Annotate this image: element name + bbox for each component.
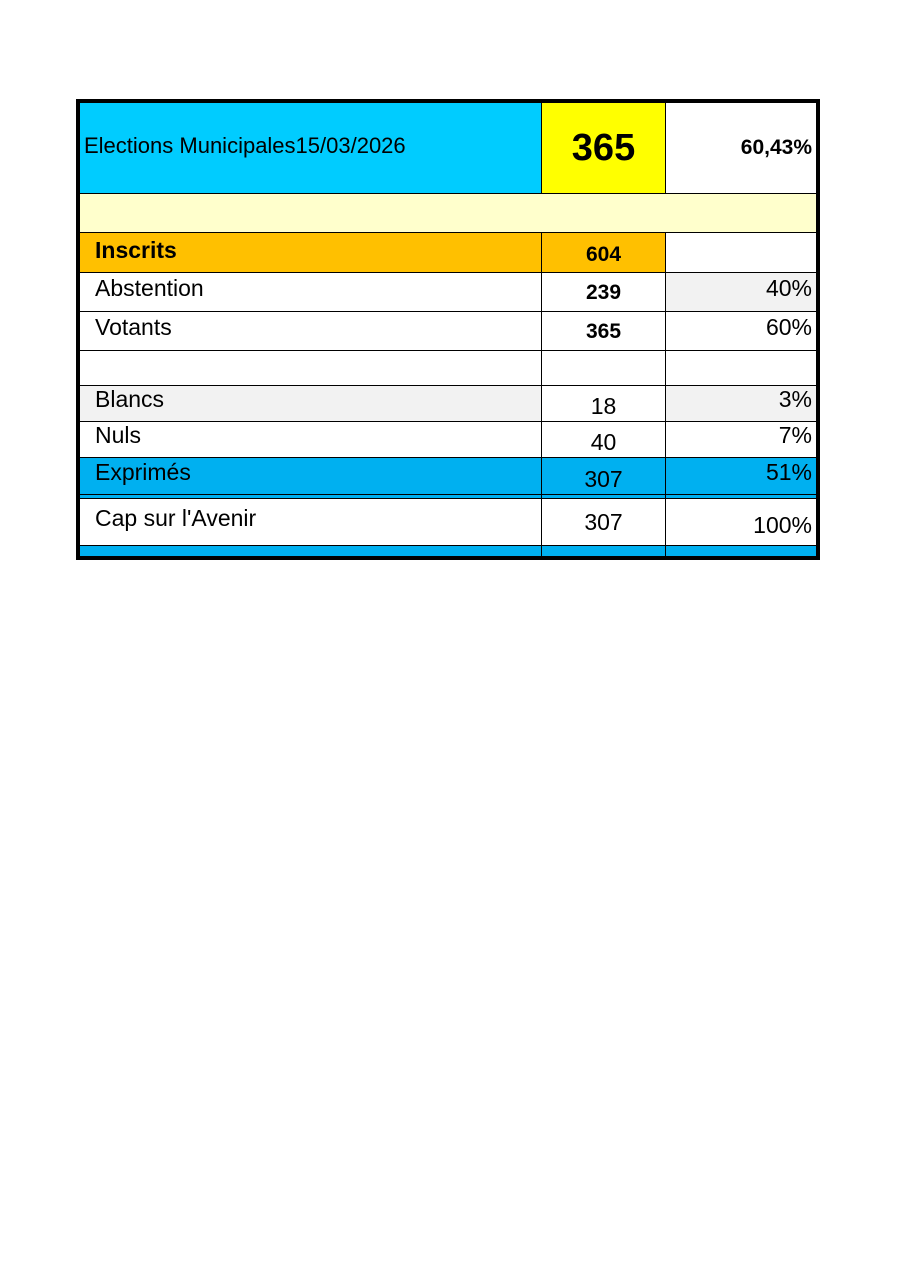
votants-row [80,312,817,351]
votants-total: 365 [542,103,666,194]
exprimes-pct: 51% [666,458,817,495]
nuls-value: 40 [542,422,666,458]
blancs-value: 18 [542,386,666,422]
exprimes-row [80,458,817,495]
exprimes-label: Exprimés [80,458,542,495]
abstention-label: Abstention [80,273,542,312]
results-table [79,102,817,557]
results-sheet [76,99,820,560]
spacer-cell [80,194,817,233]
inscrits-value: 604 [542,233,666,273]
empty-row [80,351,817,386]
footer-row [80,546,817,557]
abstention-value: 239 [542,273,666,312]
header-row [80,103,817,194]
list-pct: 100% [666,499,817,546]
abstention-row [80,273,817,312]
votants-value: 365 [542,312,666,351]
blancs-label: Blancs [80,386,542,422]
abstention-pct: 40% [666,273,817,312]
empty-cell [666,351,817,386]
nuls-pct: 7% [666,422,817,458]
footer-cell [80,546,542,557]
votants-pct: 60% [666,312,817,351]
votants-label: Votants [80,312,542,351]
inscrits-row [80,233,817,273]
list-name: Cap sur l'Avenir [80,499,542,546]
election-title: Elections Municipales15/03/2026 [80,103,542,194]
list-votes: 307 [542,499,666,546]
inscrits-pct [666,233,817,273]
footer-cell [542,546,666,557]
nuls-label: Nuls [80,422,542,458]
empty-cell [542,351,666,386]
spacer-row [80,194,817,233]
participation-rate: 60,43% [666,103,817,194]
blancs-pct: 3% [666,386,817,422]
list-row [80,499,817,546]
blancs-row [80,386,817,422]
inscrits-label: Inscrits [80,233,542,273]
exprimes-value: 307 [542,458,666,495]
empty-cell [80,351,542,386]
footer-cell [666,546,817,557]
nuls-row [80,422,817,458]
